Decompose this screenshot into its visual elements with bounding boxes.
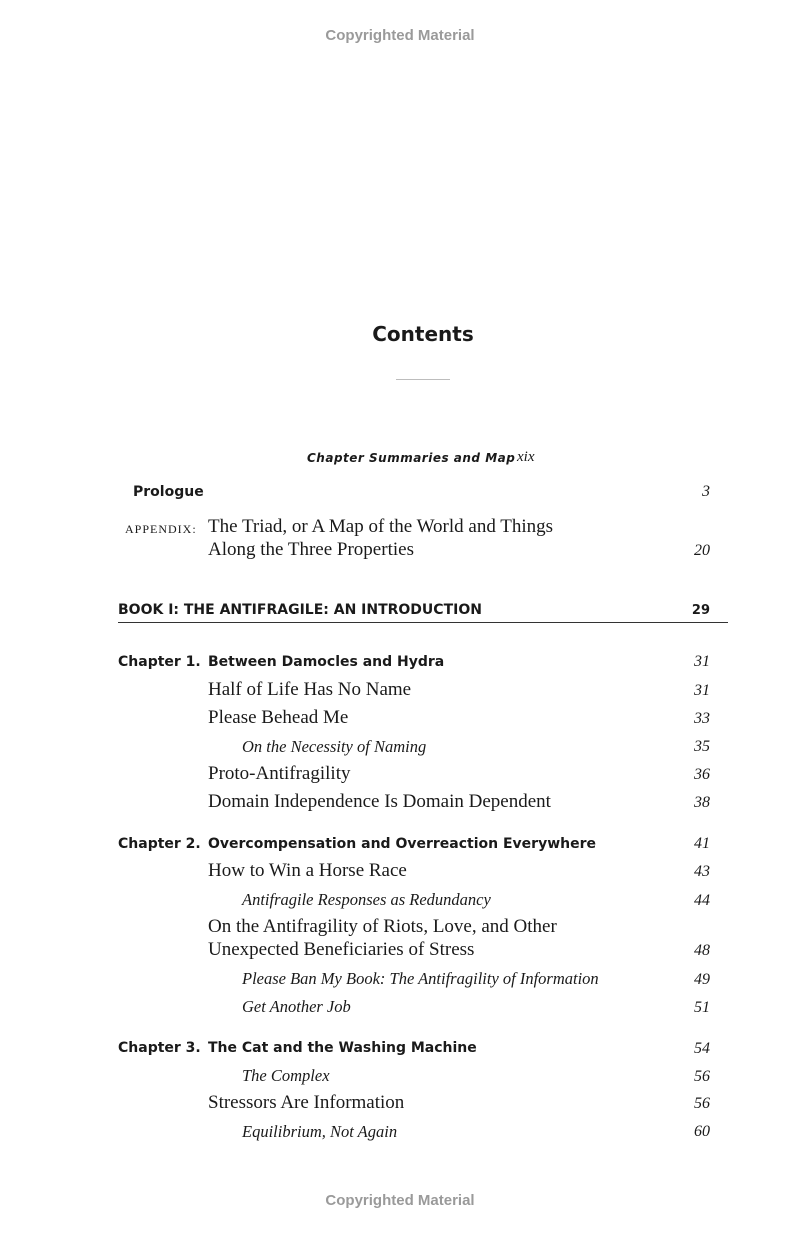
toc-entry-appendix-line2[interactable]: Along the Three Properties	[208, 539, 414, 560]
toc-entry-subsection[interactable]: Antifragile Responses as Redundancy	[242, 890, 491, 909]
toc-page-prologue: 3	[702, 483, 710, 500]
toc-entry-section[interactable]: Half of Life Has No Name	[208, 679, 412, 700]
toc-page-book1: 29	[691, 603, 710, 618]
toc-page: 44	[694, 892, 710, 909]
toc-entry-section[interactable]: Proto-Antifragility	[208, 763, 351, 784]
toc-page: 31	[694, 682, 710, 699]
toc-entry-section[interactable]: Please Behead Me	[208, 707, 349, 728]
header-copyright: Copyrighted Material	[325, 27, 475, 44]
toc-entry-prologue[interactable]: Prologue	[133, 484, 204, 500]
chapter-label: Chapter 1.	[118, 654, 201, 670]
toc-page: 35	[694, 738, 710, 755]
toc-entry-section[interactable]: How to Win a Horse Race	[208, 860, 407, 881]
toc-page: 56	[694, 1095, 710, 1112]
title-divider	[396, 379, 450, 380]
toc-page-chapter-2: 41	[694, 835, 710, 852]
toc-page: 48	[694, 942, 710, 959]
toc-page: 51	[694, 999, 710, 1016]
chapter-label: Chapter 2.	[118, 836, 201, 852]
toc-entry-book1[interactable]: BOOK I: THE ANTIFRAGILE: AN INTRODUCTION	[118, 602, 482, 618]
toc-entry-summaries[interactable]: Chapter Summaries and Map	[307, 451, 516, 465]
toc-entry-section[interactable]: Domain Independence Is Domain Dependent	[208, 791, 551, 812]
page-title: Contents	[372, 322, 474, 346]
toc-entry-section-cont[interactable]: Unexpected Beneficiaries of Stress	[208, 939, 475, 960]
toc-page-chapter-3: 54	[694, 1040, 710, 1057]
toc-entry-chapter-1[interactable]: Between Damocles and Hydra	[208, 654, 445, 670]
book-divider	[118, 622, 728, 623]
toc-page: 56	[694, 1068, 710, 1085]
toc-page: 43	[694, 863, 710, 880]
toc-entry-subsection[interactable]: Equilibrium, Not Again	[242, 1122, 398, 1141]
toc-page: 36	[694, 766, 710, 783]
toc-entry-chapter-2[interactable]: Overcompensation and Overreaction Everywhere	[208, 836, 596, 852]
toc-page: 38	[694, 794, 710, 811]
toc-entry-subsection[interactable]: The Complex	[242, 1066, 330, 1085]
toc-entry-subsection[interactable]: Get Another Job	[242, 997, 351, 1016]
toc-page: 49	[694, 971, 710, 988]
toc-entry-subsection[interactable]: On the Necessity of Naming	[242, 737, 427, 756]
toc-page-appendix: 20	[694, 542, 710, 559]
footer-copyright: Copyrighted Material	[325, 1192, 475, 1209]
toc-page: 33	[694, 710, 710, 727]
appendix-prefix: APPENDIX:	[125, 522, 197, 536]
toc-entry-chapter-3[interactable]: The Cat and the Washing Machine	[208, 1040, 477, 1056]
toc-entry-subsection[interactable]: Please Ban My Book: The Antifragility of Information	[242, 969, 599, 988]
toc-page: 60	[694, 1123, 710, 1140]
toc-entry-section[interactable]: On the Antifragility of Riots, Love, and Other	[208, 916, 557, 937]
toc-page-chapter-1: 31	[694, 653, 710, 670]
toc-entry-appendix-line1[interactable]: The Triad, or A Map of the World and Things	[208, 516, 554, 537]
toc-page-summaries: xix	[517, 449, 535, 465]
chapter-label: Chapter 3.	[118, 1040, 201, 1056]
toc-entry-section[interactable]: Stressors Are Information	[208, 1092, 405, 1113]
